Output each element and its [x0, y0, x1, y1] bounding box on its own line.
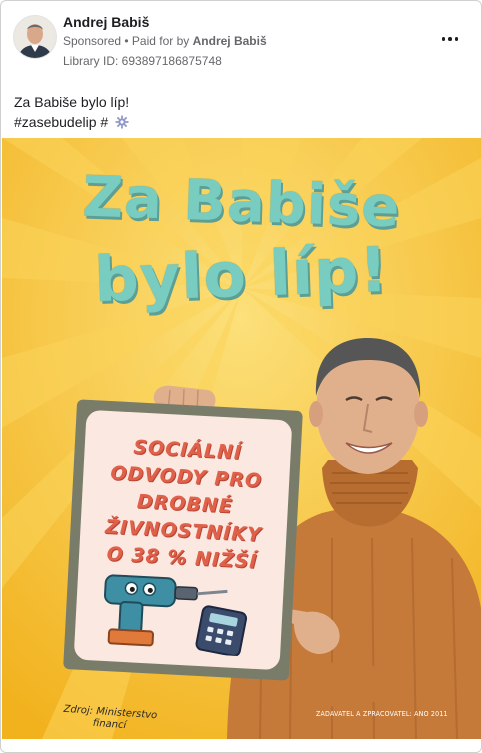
ad-text-line-1: Za Babiše bylo líp!: [14, 94, 130, 110]
meta-separator: •: [121, 34, 132, 48]
paid-for-prefix: Paid for by: [131, 34, 193, 48]
sign-line-5: O 38 % NIŽŠÍ: [106, 543, 259, 573]
headline-line-1: Za Babiše: [81, 164, 402, 241]
sign-line-1: SOCIÁLNÍ: [132, 436, 243, 464]
ad-body-text: [14, 92, 464, 132]
gear-icon: [115, 115, 129, 129]
advertiser-avatar[interactable]: [13, 15, 57, 59]
sign-line-2: ODVODY PRO: [109, 462, 263, 493]
ad-header: [1, 1, 481, 79]
sign-line-4: ŽIVNOSTNÍKY: [104, 515, 263, 547]
more-options-icon[interactable]: [437, 29, 463, 49]
sponsored-line: [63, 34, 267, 48]
legal-disclaimer: ZADAVATEL A ZPRACOVATEL: ANO 2011: [316, 710, 448, 718]
source-line-1: Zdroj: Ministerstvo: [63, 703, 158, 722]
hashtag-text: #zasebudelip #: [14, 114, 109, 130]
ad-creative-image[interactable]: [2, 138, 481, 739]
sign-message: [78, 432, 291, 578]
source-line-2: financí: [92, 717, 127, 732]
paid-for-name: Andrej Babiš: [192, 34, 267, 48]
library-id: Library ID: 693897186875748: [63, 54, 222, 68]
avatar-portrait: [14, 16, 56, 58]
headline-line-2: bylo líp!: [93, 232, 390, 317]
cartoon-tools-illustration: [94, 569, 268, 658]
ad-text-line-2: [14, 112, 464, 132]
sponsored-label: Sponsored: [63, 34, 122, 48]
sign-board: [63, 399, 303, 680]
sign-card: [74, 410, 293, 670]
advertiser-name[interactable]: Andrej Babiš: [63, 14, 150, 30]
sign-line-3: DROBNÉ: [136, 490, 234, 518]
